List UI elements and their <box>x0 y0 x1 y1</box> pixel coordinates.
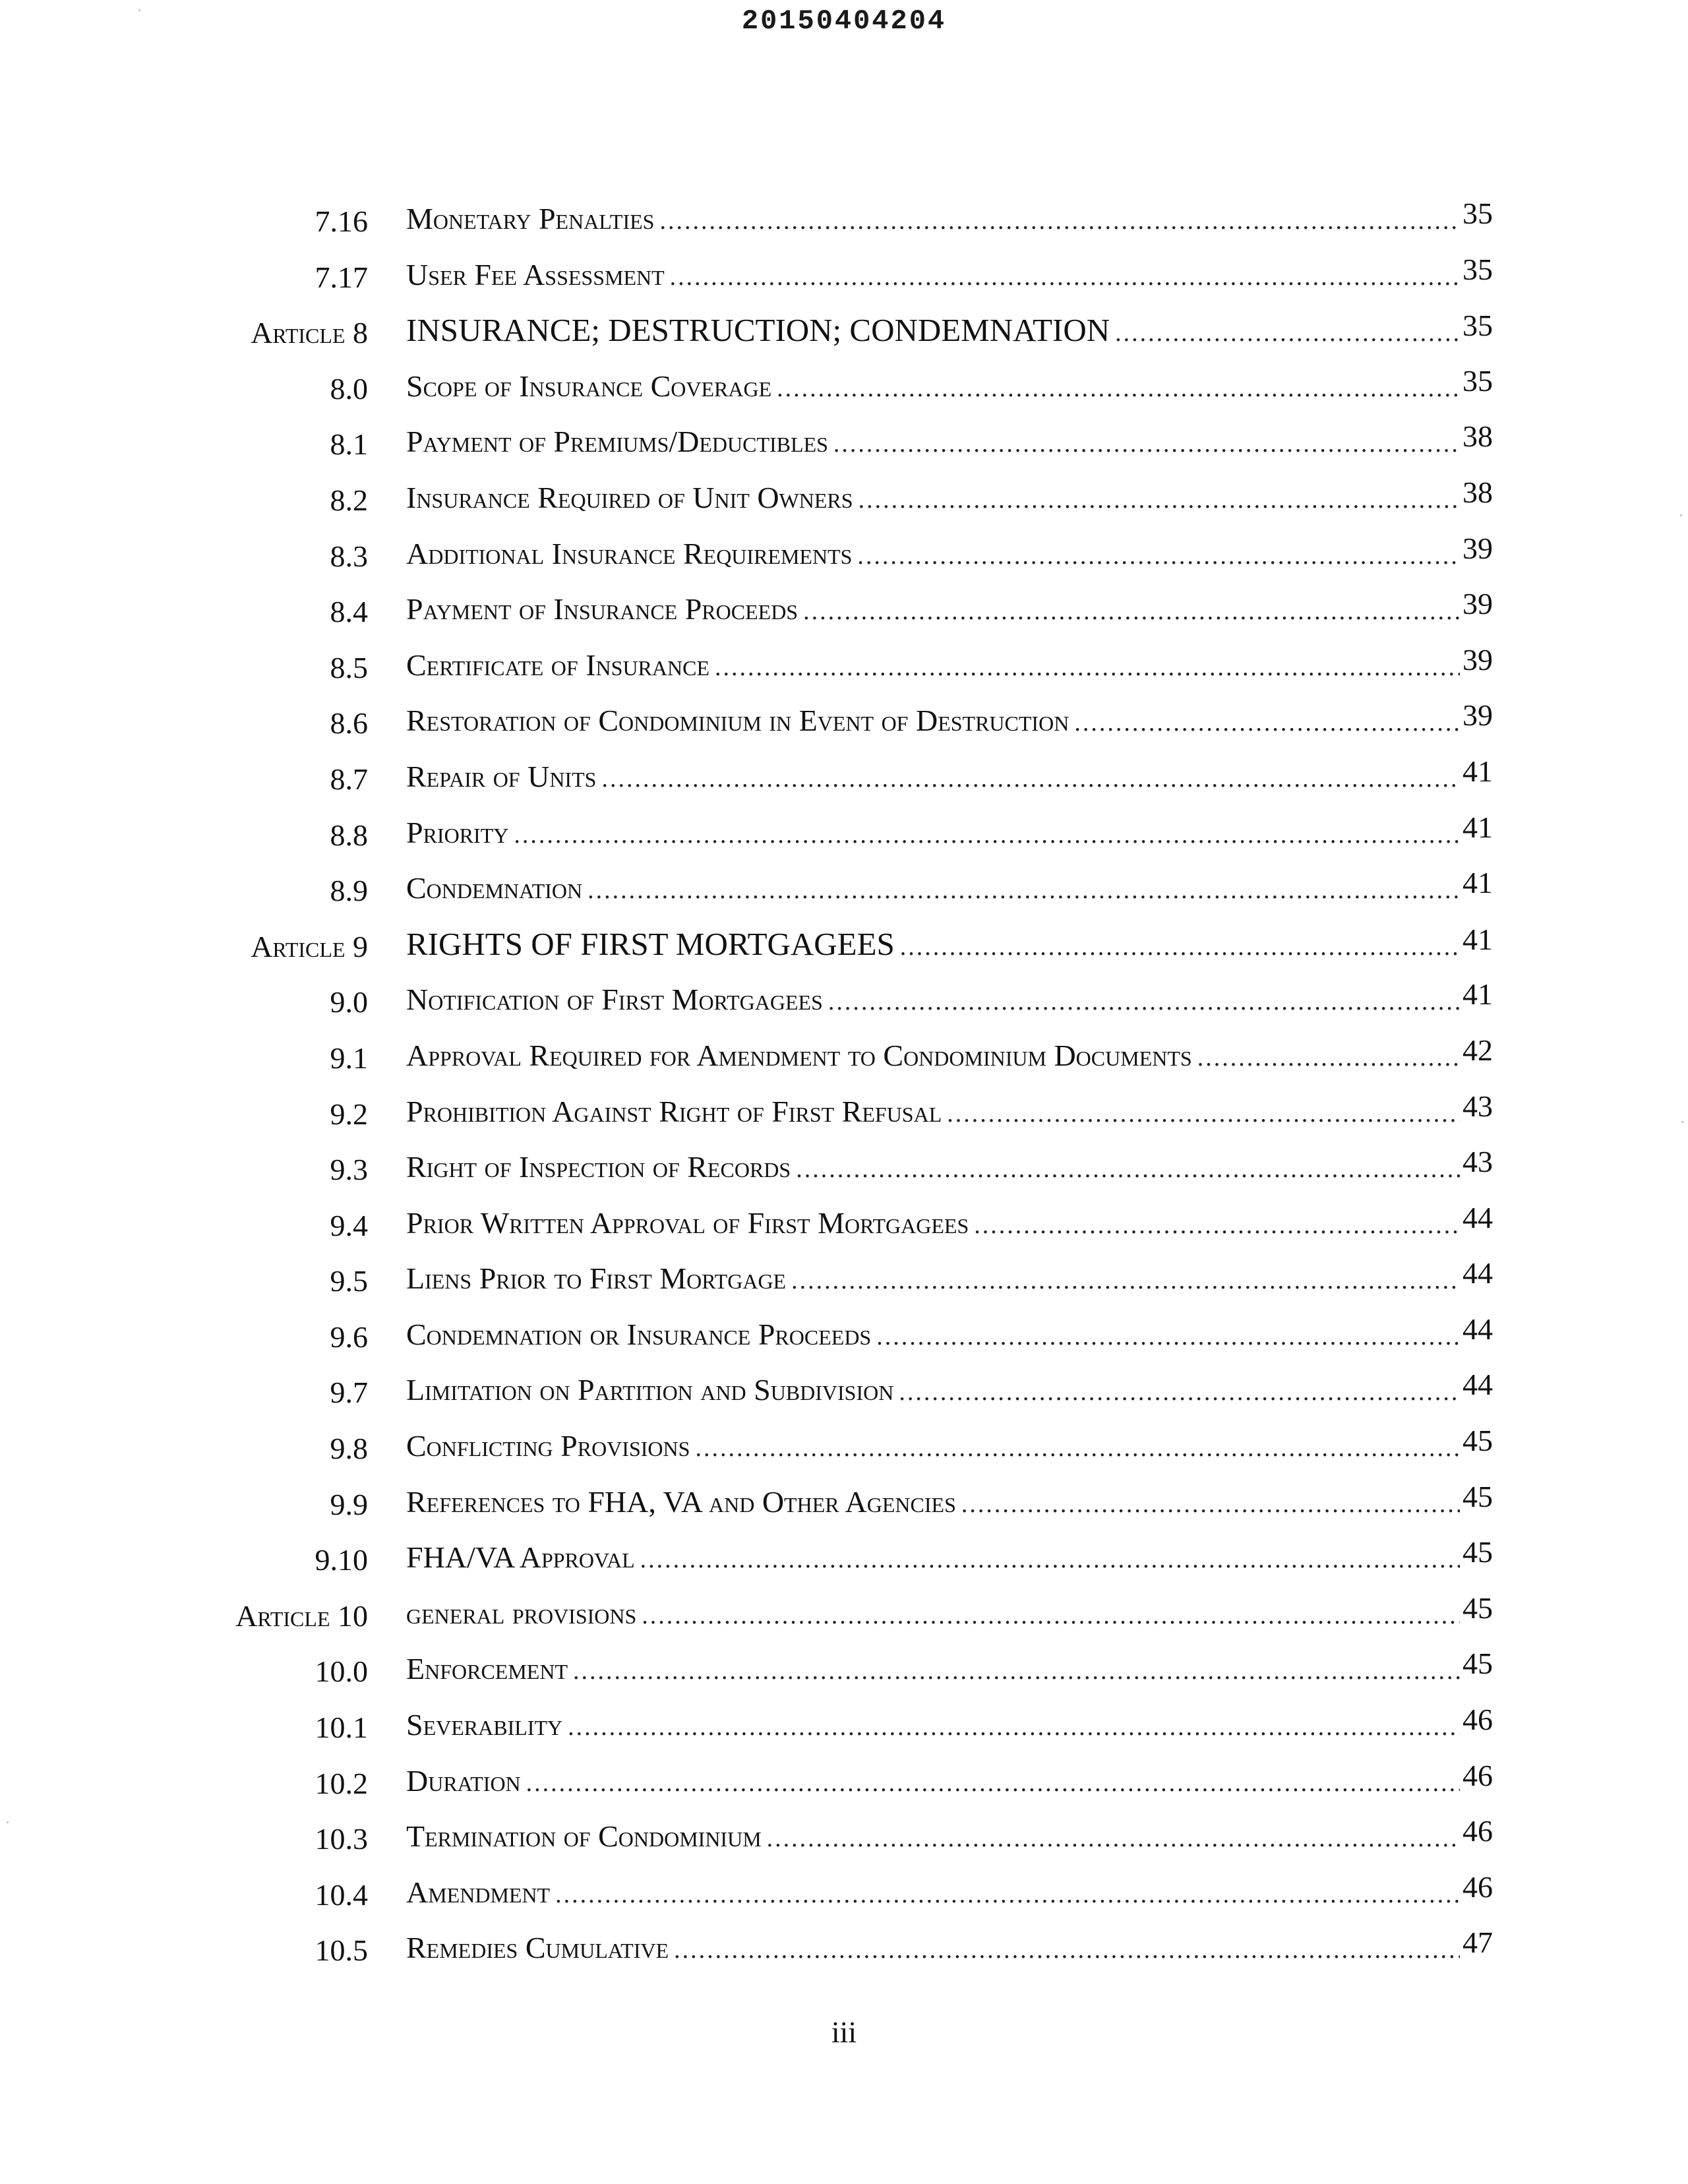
toc-row <box>0 1927 1688 1983</box>
page-ref: 35 <box>1462 309 1493 343</box>
toc-entry <box>406 252 1493 295</box>
toc-entry <box>406 642 1493 686</box>
page-ref: 44 <box>1462 1368 1493 1402</box>
toc-row <box>0 1871 1688 1927</box>
scan-speck <box>1680 514 1682 516</box>
toc-row <box>0 477 1688 533</box>
section-number: 10.3 <box>315 1822 368 1856</box>
toc-row <box>0 700 1688 756</box>
section-number: 8.7 <box>330 762 368 796</box>
dot-leader <box>670 258 1460 295</box>
toc-entry <box>406 1424 1493 1467</box>
toc-entry <box>406 587 1493 630</box>
toc-row <box>0 309 1688 365</box>
dot-leader <box>588 872 1460 909</box>
toc-row <box>0 644 1688 700</box>
page-ref: 45 <box>1462 1535 1493 1569</box>
section-title: Condemnation or Insurance Proceeds <box>406 1317 872 1351</box>
dot-leader <box>791 1262 1460 1299</box>
section-title: Monetary Penalties <box>406 202 655 235</box>
toc-entry <box>406 1814 1493 1857</box>
dot-leader <box>857 537 1460 574</box>
section-title: Priority <box>406 815 509 849</box>
section-title: Scope of Insurance Coverage <box>406 369 772 403</box>
page-ref: 46 <box>1462 1758 1493 1792</box>
toc-entry <box>406 866 1493 909</box>
dot-leader <box>833 425 1460 462</box>
section-number: 8.8 <box>330 818 368 852</box>
page-ref: 41 <box>1462 754 1493 788</box>
page-ref: 41 <box>1462 922 1493 956</box>
section-title: Limitation on Partition and Subdivision <box>406 1373 894 1407</box>
toc-row <box>0 867 1688 923</box>
toc-entry <box>406 1703 1493 1745</box>
section-title: Additional Insurance Requirements <box>406 536 853 570</box>
section-title: References to FHA, VA and Other Agencies <box>406 1484 956 1519</box>
page-ref: 35 <box>1462 197 1493 230</box>
page-ref: 35 <box>1462 252 1493 286</box>
toc-row <box>0 533 1688 589</box>
toc-entry <box>406 698 1493 741</box>
section-title: Condemnation <box>406 871 583 905</box>
dot-leader <box>961 1486 1460 1523</box>
section-number: 9.1 <box>330 1041 368 1075</box>
page-ref: 45 <box>1462 1424 1493 1458</box>
section-title: Prior Written Approval of First Mortgagees <box>406 1205 969 1240</box>
section-number: 9.2 <box>330 1097 368 1131</box>
dot-leader <box>828 983 1460 1020</box>
section-title: Conflicting Provisions <box>406 1429 690 1463</box>
section-title: Repair of Units <box>406 759 597 793</box>
section-title: Remedies Cumulative <box>406 1931 669 1965</box>
page-ref: 44 <box>1462 1256 1493 1290</box>
section-number: 8.0 <box>330 371 368 406</box>
toc-entry <box>406 1591 1493 1634</box>
dot-leader <box>900 928 1460 965</box>
scan-speck <box>7 1821 9 1823</box>
dot-leader <box>876 1318 1460 1355</box>
toc-entry <box>406 363 1493 407</box>
toc-row <box>0 756 1688 812</box>
section-number: 10.2 <box>315 1766 368 1800</box>
toc-row <box>0 588 1688 644</box>
page-ref: 39 <box>1462 642 1493 677</box>
dot-leader <box>859 481 1460 518</box>
section-title: Payment of Insurance Proceeds <box>406 592 799 626</box>
page-ref: 47 <box>1462 1926 1493 1960</box>
section-title: Payment of Premiums/Deductibles <box>406 425 828 459</box>
section-number: 9.3 <box>330 1153 368 1187</box>
toc-entry <box>406 977 1493 1020</box>
section-number: 7.16 <box>315 204 368 238</box>
toc-entry <box>406 531 1493 574</box>
toc-entry <box>406 1535 1493 1578</box>
dot-leader <box>526 1765 1460 1802</box>
page-ref: 41 <box>1462 810 1493 844</box>
dot-leader <box>568 1709 1460 1745</box>
article-title: RIGHTS OF FIRST MORTGAGEES <box>406 925 895 962</box>
toc-row <box>0 1146 1688 1202</box>
toc-entry <box>406 1200 1493 1244</box>
section-title: Enforcement <box>406 1652 568 1686</box>
toc-row <box>0 1592 1688 1649</box>
toc-entry <box>406 419 1493 462</box>
section-title: Notification of First Mortgagees <box>406 983 823 1017</box>
toc-entry <box>406 1758 1493 1802</box>
dot-leader <box>674 1931 1460 1968</box>
section-number: 8.6 <box>330 706 368 741</box>
toc-entry <box>406 810 1493 853</box>
section-number: 8.9 <box>330 874 368 908</box>
article-number: Article 8 <box>251 316 368 350</box>
dot-leader <box>642 1597 1460 1634</box>
section-number: 8.4 <box>330 595 368 629</box>
toc-row <box>0 421 1688 477</box>
page-ref: 35 <box>1462 363 1493 398</box>
section-title: Duration <box>406 1763 521 1798</box>
section-number: 10.5 <box>315 1933 368 1968</box>
document-number: 20150404204 <box>741 5 947 37</box>
dot-leader <box>514 816 1460 853</box>
toc-entry <box>406 1926 1493 1968</box>
toc-row <box>0 1425 1688 1481</box>
section-number: 9.0 <box>330 985 368 1019</box>
page-ref: 46 <box>1462 1814 1493 1848</box>
dot-leader <box>573 1653 1460 1689</box>
page-number: iii <box>831 2015 857 2049</box>
dot-leader <box>715 649 1460 686</box>
section-number: 9.9 <box>330 1487 368 1521</box>
page-ref: 44 <box>1462 1312 1493 1346</box>
article-title: INSURANCE; DESTRUCTION; CONDEMNATION <box>406 312 1110 349</box>
toc-entry <box>406 197 1493 239</box>
toc-row <box>0 365 1688 421</box>
section-number: 10.4 <box>315 1877 368 1912</box>
section-number: 9.7 <box>330 1376 368 1410</box>
section-number: 8.1 <box>330 427 368 462</box>
section-number: 8.5 <box>330 650 368 684</box>
section-title: Termination of Condominium <box>406 1819 762 1854</box>
dot-leader <box>555 1876 1460 1913</box>
page-ref: 45 <box>1462 1479 1493 1513</box>
toc-row <box>0 1314 1688 1370</box>
toc-entry <box>406 1256 1493 1299</box>
section-number: 9.6 <box>330 1320 368 1354</box>
page-ref: 41 <box>1462 977 1493 1012</box>
dot-leader <box>803 593 1460 630</box>
dot-leader <box>796 1151 1460 1188</box>
section-title: Amendment <box>406 1875 551 1909</box>
dot-leader <box>777 370 1460 407</box>
section-number: 9.5 <box>330 1264 368 1298</box>
section-number: 9.8 <box>330 1432 368 1466</box>
toc-entry <box>406 1089 1493 1132</box>
page-ref: 41 <box>1462 866 1493 900</box>
dot-leader <box>974 1207 1460 1244</box>
toc-entry <box>406 1647 1493 1689</box>
toc-row <box>0 1369 1688 1425</box>
toc-row <box>0 1035 1688 1091</box>
toc-row <box>0 1648 1688 1704</box>
page-ref: 39 <box>1462 587 1493 621</box>
article-number: Article 10 <box>235 1598 368 1633</box>
article-title: general provisions <box>406 1596 637 1630</box>
dot-leader <box>1115 315 1460 351</box>
section-number: 9.4 <box>330 1208 368 1242</box>
page-ref: 45 <box>1462 1647 1493 1681</box>
dot-leader <box>695 1430 1460 1467</box>
toc-row <box>0 1760 1688 1816</box>
section-title: Restoration of Condominium in Event of Destruction <box>406 704 1070 738</box>
section-number: 8.2 <box>330 483 368 517</box>
section-title: Liens Prior to First Mortgage <box>406 1261 787 1296</box>
page-ref: 42 <box>1462 1033 1493 1067</box>
table-of-contents <box>0 198 1688 1983</box>
section-title: Insurance Required of Unit Owners <box>406 480 853 514</box>
section-number: 9.10 <box>315 1543 368 1577</box>
toc-entry <box>406 1145 1493 1188</box>
toc-row <box>0 1704 1688 1760</box>
page-ref: 46 <box>1462 1869 1493 1904</box>
toc-row <box>0 254 1688 310</box>
toc-row <box>0 1091 1688 1147</box>
page-ref: 45 <box>1462 1591 1493 1625</box>
toc-row <box>0 923 1688 979</box>
toc-row <box>0 1481 1688 1537</box>
toc-entry <box>406 1479 1493 1523</box>
page-ref: 43 <box>1462 1089 1493 1123</box>
section-number: 7.17 <box>315 260 368 294</box>
section-number: 10.1 <box>315 1711 368 1745</box>
section-title: Right of Inspection of Records <box>406 1150 791 1184</box>
section-title: Approval Required for Amendment to Condominium Documents <box>406 1038 1192 1072</box>
page-ref: 43 <box>1462 1145 1493 1179</box>
toc-entry <box>406 1869 1493 1913</box>
dot-leader <box>659 202 1460 239</box>
toc-row <box>0 812 1688 868</box>
toc-entry <box>406 1312 1493 1355</box>
section-number: 8.3 <box>330 539 368 573</box>
dot-leader <box>767 1820 1460 1857</box>
toc-entry <box>406 1368 1493 1410</box>
page-ref: 39 <box>1462 698 1493 733</box>
dot-leader <box>1197 1039 1460 1076</box>
toc-entry <box>406 922 1493 965</box>
page-ref: 46 <box>1462 1703 1493 1737</box>
toc-entry <box>406 475 1493 518</box>
section-title: User Fee Assessment <box>406 257 665 291</box>
toc-row <box>0 1815 1688 1871</box>
toc-row <box>0 979 1688 1035</box>
section-number: 10.0 <box>315 1654 368 1689</box>
scan-speck <box>1681 1121 1683 1123</box>
dot-leader <box>640 1541 1460 1578</box>
toc-row <box>0 1258 1688 1314</box>
article-number: Article 9 <box>251 929 368 963</box>
scan-speck <box>138 9 140 11</box>
dot-leader <box>1074 704 1460 741</box>
dot-leader <box>601 760 1460 797</box>
toc-entry <box>406 1033 1493 1076</box>
toc-row <box>0 1536 1688 1592</box>
dot-leader <box>947 1095 1460 1132</box>
toc-entry <box>406 309 1493 351</box>
dot-leader <box>899 1374 1460 1410</box>
page-ref: 39 <box>1462 531 1493 565</box>
toc-entry <box>406 754 1493 797</box>
page-ref: 38 <box>1462 475 1493 509</box>
toc-row <box>0 1202 1688 1258</box>
section-title: Prohibition Against Right of First Refusal <box>406 1094 942 1128</box>
section-title: FHA/VA Approval <box>406 1540 635 1575</box>
toc-row <box>0 198 1688 254</box>
section-title: Certificate of Insurance <box>406 648 709 682</box>
page-ref: 38 <box>1462 419 1493 454</box>
page-ref: 44 <box>1462 1200 1493 1234</box>
section-title: Severability <box>406 1708 563 1742</box>
